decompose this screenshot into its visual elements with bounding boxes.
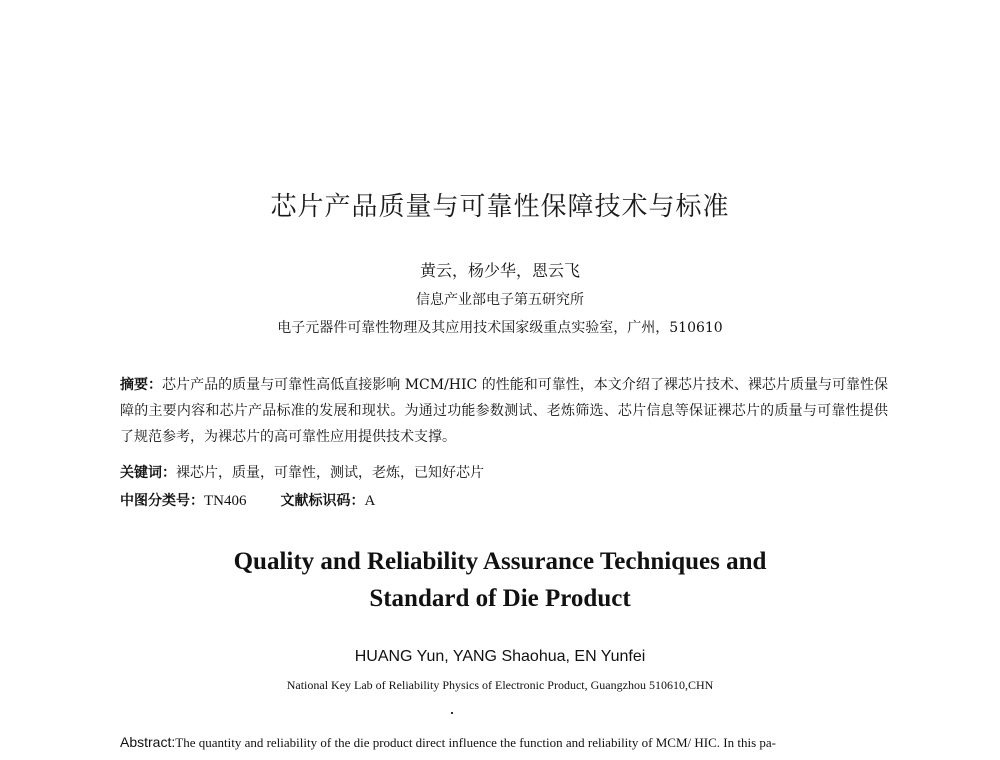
- affiliation-cn-2: 电子元器件可靠性物理及其应用技术国家级重点实验室，广州，510610: [277, 320, 723, 336]
- keywords-cn-label: 关键词：: [120, 465, 176, 481]
- abstract-en: [120, 731, 890, 754]
- doc-code-value: A: [364, 493, 376, 509]
- authors-cn: 黄云，杨少华，恩云飞: [419, 261, 580, 280]
- paper-title-en: [0, 543, 1000, 617]
- abstract-en-label: Abstract:: [120, 734, 176, 750]
- classification-line: [120, 490, 375, 510]
- clc-value: TN406: [204, 493, 247, 509]
- authors-en: HUANG Yun, YANG Shaohua, EN Yunfei: [354, 648, 646, 665]
- paper-title-en-line1: Quality and Reliability Assurance Techniques and: [233, 548, 767, 575]
- abstract-cn-label: 摘要：: [120, 377, 163, 393]
- paper-title-cn: 芯片产品质量与可靠性保障技术与标准: [270, 192, 730, 222]
- doc-code-label: 文献标识码：: [280, 493, 365, 509]
- clc-label: 中图分类号：: [120, 493, 204, 509]
- keywords-cn-text: 裸芯片，质量，可靠性，测试，老炼，已知好芯片: [176, 465, 484, 481]
- abstract-cn-text: 芯片产品的质量与可靠性高低直接影响 MCM/HIC 的性能和可靠性，本文介绍了裸芯片技术、裸芯片质量与可靠性保障的主要内容和芯片产品标准的发展和现状。为通过功能参数测试、老炼筛选、芯片信息等保证裸芯片的质量与可靠性提供了规范参考，为裸芯片的高可靠性应用提供技术支撑。: [120, 377, 889, 445]
- abstract-en-text: The quantity and reliability of the die product direct influence the function and reliability of MCM/ HIC. In this pa-: [175, 735, 776, 750]
- stray-dot: [451, 712, 453, 714]
- abstract-cn: [120, 372, 888, 450]
- keywords-cn: [120, 462, 484, 482]
- affiliation-cn-1: 信息产业部电子第五研究所: [416, 292, 584, 308]
- affiliation-en: National Key Lab of Reliability Physics of Electronic Product, Guangzhou 510610,CHN: [286, 678, 714, 692]
- paper-title-en-line2: Standard of Die Product: [369, 585, 631, 612]
